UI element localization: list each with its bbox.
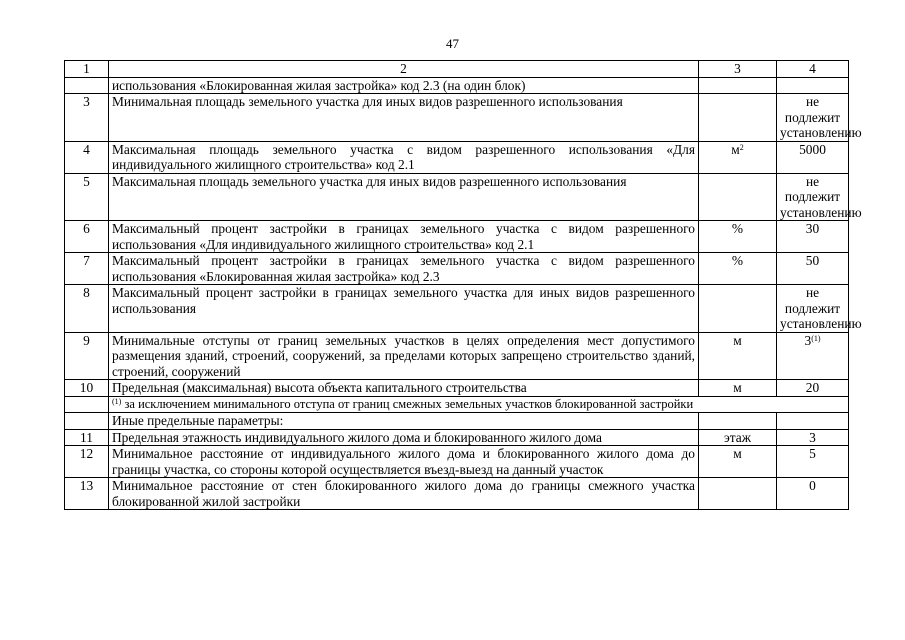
value-text: 3 (804, 332, 812, 348)
empty-cell (65, 413, 109, 430)
table-row (65, 173, 849, 221)
page-number: 47 (446, 36, 459, 51)
header-cell: 4 (777, 61, 849, 78)
row-unit: м (699, 380, 777, 397)
row-unit: м (699, 446, 777, 478)
table-row (65, 429, 849, 446)
empty-cell (777, 77, 849, 94)
row-unit (699, 173, 777, 221)
empty-cell (65, 396, 109, 413)
row-parameter: Максимальная площадь земельного участка с видом разрешенного использования «Для индивидуального жилищного строительства» код 2.1 (109, 141, 699, 173)
unit-text: м (731, 141, 740, 157)
row-value (777, 332, 849, 380)
row-parameter: Предельная этажность индивидуального жилого дома и блокированного жилого дома (109, 429, 699, 446)
row-number: 12 (65, 446, 109, 478)
footnote-marker: (1) (811, 333, 821, 343)
row-number: 5 (65, 173, 109, 221)
row-value: 5 (777, 446, 849, 478)
header-cell: 3 (699, 61, 777, 78)
table-row (65, 141, 849, 173)
table-row (65, 332, 849, 380)
section-subheading: Иные предельные параметры: (109, 413, 699, 430)
empty-cell (65, 77, 109, 94)
row-unit (699, 94, 777, 142)
empty-cell (699, 77, 777, 94)
parameters-table (64, 60, 862, 510)
header-cell: 2 (109, 61, 699, 78)
table-header-row (65, 61, 849, 78)
row-number: 7 (65, 253, 109, 285)
table-row (65, 253, 849, 285)
table-row (65, 380, 849, 397)
table-row (65, 285, 849, 333)
row-value: 50 (777, 253, 849, 285)
footnote-row (65, 396, 849, 413)
row-unit (699, 141, 777, 173)
row-parameter: Максимальный процент застройки в границах земельного участка для иных видов разрешенного использования (109, 285, 699, 333)
row-number: 8 (65, 285, 109, 333)
row-parameter: Предельная (максимальная) высота объекта капитального строительства (109, 380, 699, 397)
row-value: 3 (777, 429, 849, 446)
row-parameter: Минимальное расстояние от стен блокированного жилого дома до границы смежного участка блокированной жилой застройки (109, 478, 699, 510)
row-number: 13 (65, 478, 109, 510)
row-number: 11 (65, 429, 109, 446)
row-value: 0 (777, 478, 849, 510)
row-value: 30 (777, 221, 849, 253)
row-value: 20 (777, 380, 849, 397)
subheading-row (65, 413, 849, 430)
row-number: 4 (65, 141, 109, 173)
empty-cell (777, 413, 849, 430)
table-row (65, 221, 849, 253)
row-parameter: Максимальная площадь земельного участка для иных видов разрешенного использования (109, 173, 699, 221)
row-value: не подлежит установлению (777, 173, 849, 221)
row-unit: этаж (699, 429, 777, 446)
row-number: 9 (65, 332, 109, 380)
header-cell: 1 (65, 61, 109, 78)
row-unit (699, 285, 777, 333)
row-unit: % (699, 221, 777, 253)
row-parameter: Минимальное расстояние от индивидуального жилого дома и блокированного жилого дома до границы участка, со стороны которой осуществляется въезд-выезд на данный участок (109, 446, 699, 478)
row-unit: % (699, 253, 777, 285)
table-row (65, 478, 849, 510)
row-unit (699, 478, 777, 510)
continuation-row (65, 77, 849, 94)
row-parameter: Минимальная площадь земельного участка для иных видов разрешенного использования (109, 94, 699, 142)
table-row (65, 446, 849, 478)
row-value: 5000 (777, 141, 849, 173)
row-number: 3 (65, 94, 109, 142)
footnote (109, 396, 849, 413)
row-value: не подлежит установлению (777, 285, 849, 333)
row-value: не подлежит установлению (777, 94, 849, 142)
empty-cell (699, 413, 777, 430)
row-number: 6 (65, 221, 109, 253)
footnote-mark: (1) (112, 396, 122, 406)
footnote-text: за исключением минимального отступа от границ смежных земельных участков блокированной застройки (121, 396, 694, 411)
row-parameter: Максимальный процент застройки в границах земельного участка с видом разрешенного использования «Для индивидуального жилищного строительства» код 2.1 (109, 221, 699, 253)
row-parameter: Максимальный процент застройки в границах земельного участка с видом разрешенного использования «Блокированная жилая застройка» код 2.3 (109, 253, 699, 285)
table-row (65, 94, 849, 142)
continuation-text: использования «Блокированная жилая застройка» код 2.3 (на один блок) (109, 77, 699, 94)
row-parameter: Минимальные отступы от границ земельных участков в целях определения мест допустимого размещения зданий, строений, сооружений, за пределами которых запрещено строительство зданий, строений, сооружений (109, 332, 699, 380)
row-number: 10 (65, 380, 109, 397)
unit-superscript: 2 (739, 142, 744, 152)
row-unit: м (699, 332, 777, 380)
